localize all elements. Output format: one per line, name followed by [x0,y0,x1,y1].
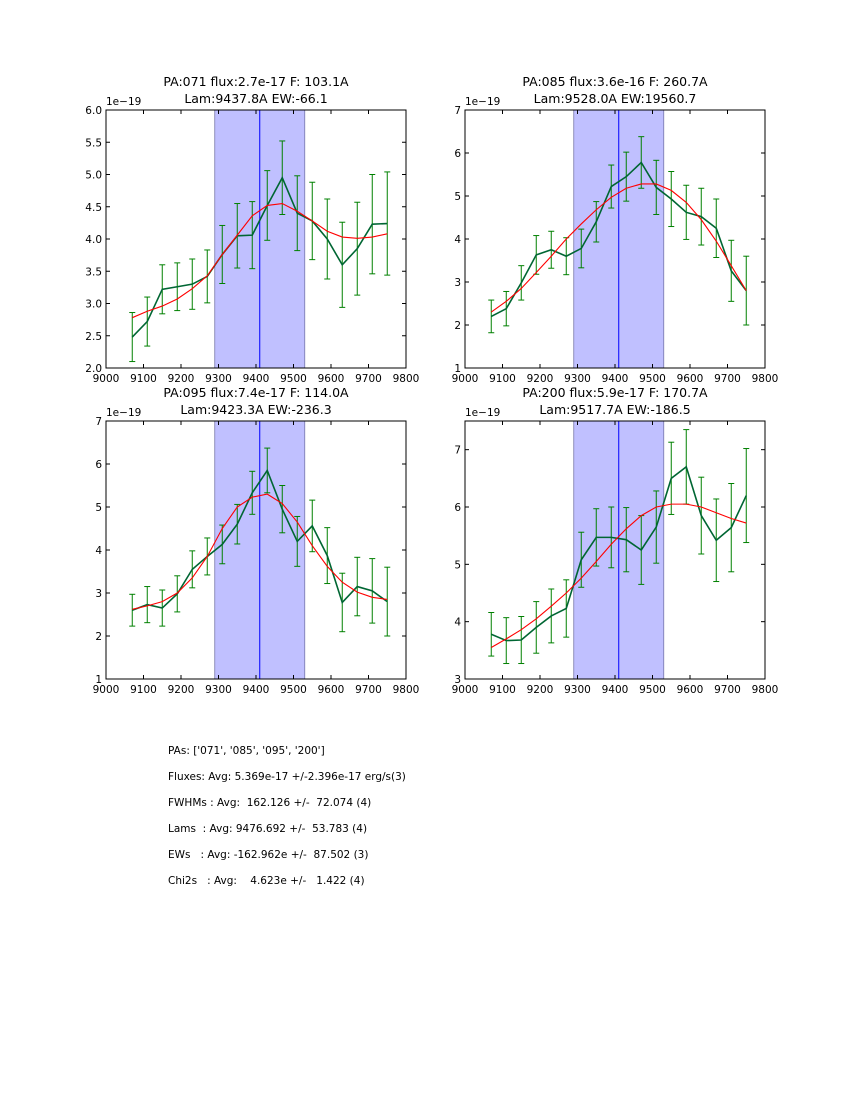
y-tick-label: 3 [454,674,461,686]
x-tick-label: 9700 [714,684,741,696]
y-tick-label: 1 [454,363,461,375]
stats-pas: PAs: ['071', '085', '095', '200'] [168,745,325,757]
x-tick-label: 9100 [130,373,157,385]
x-tick-label: 9500 [639,373,666,385]
subplot-title: Lam:9423.3A EW:-236.3 [180,402,331,417]
x-tick-label: 9500 [280,373,307,385]
y-tick-label: 3 [454,277,461,289]
subplot-title: PA:200 flux:5.9e-17 F: 170.7A [522,385,708,400]
y-tick-label: 5 [454,559,461,571]
subplot-title: PA:071 flux:2.7e-17 F: 103.1A [163,74,349,89]
x-tick-label: 9200 [168,373,195,385]
x-tick-label: 9000 [452,373,479,385]
x-tick-label: 9600 [677,684,704,696]
x-tick-label: 9000 [452,684,479,696]
x-tick-label: 9600 [677,373,704,385]
x-tick-label: 9800 [752,684,779,696]
y-tick-label: 4 [454,234,461,246]
x-tick-label: 9700 [355,373,382,385]
y-tick-label: 7 [454,105,461,117]
y-tick-label: 5.0 [85,170,102,182]
y-offset-label: 1e−19 [465,407,500,419]
subplot-4 [452,385,779,696]
x-tick-label: 9700 [355,684,382,696]
x-tick-label: 9500 [280,684,307,696]
x-tick-label: 9400 [243,684,270,696]
x-tick-label: 9300 [205,373,232,385]
y-offset-label: 1e−19 [465,96,500,108]
x-tick-label: 9700 [714,373,741,385]
y-offset-label: 1e−19 [106,407,141,419]
stats-lams: Lams : Avg: 9476.692 +/- 53.783 (4) [168,823,367,835]
x-tick-label: 9400 [243,373,270,385]
subplot-1 [85,74,419,385]
y-tick-label: 4.5 [85,202,102,214]
x-tick-label: 9800 [393,684,420,696]
x-tick-label: 9200 [168,684,195,696]
stats-ews: EWs : Avg: -162.962e +/- 87.502 (3) [168,849,368,861]
y-tick-label: 2.0 [85,363,102,375]
x-tick-label: 9500 [639,684,666,696]
x-tick-label: 9400 [602,373,629,385]
x-tick-label: 9300 [564,373,591,385]
x-tick-label: 9400 [602,684,629,696]
y-tick-label: 6.0 [85,105,102,117]
y-tick-label: 3.0 [85,299,102,311]
stats-chi2s: Chi2s : Avg: 4.623e +/- 1.422 (4) [168,875,365,887]
y-tick-label: 4 [95,545,102,557]
y-tick-label: 7 [95,416,102,428]
stats-fluxes: Fluxes: Avg: 5.369e-17 +/-2.396e-17 erg/s(3) [168,771,406,783]
x-tick-label: 9200 [527,373,554,385]
x-tick-label: 9800 [393,373,420,385]
x-tick-label: 9800 [752,373,779,385]
y-tick-label: 5 [454,191,461,203]
x-tick-label: 9100 [489,373,516,385]
subplot-title: Lam:9437.8A EW:-66.1 [184,91,327,106]
y-tick-label: 6 [454,502,461,514]
y-tick-label: 4.0 [85,234,102,246]
subplot-2 [452,74,779,385]
y-tick-label: 7 [454,445,461,457]
y-offset-label: 1e−19 [106,96,141,108]
subplot-title: PA:085 flux:3.6e-16 F: 260.7A [522,74,708,89]
subplot-title: Lam:9517.7A EW:-186.5 [539,402,690,417]
subplot-3 [93,385,420,696]
y-tick-label: 4 [454,617,461,629]
y-tick-label: 2.5 [85,331,102,343]
x-tick-label: 9600 [318,373,345,385]
y-tick-label: 6 [95,459,102,471]
x-tick-label: 9200 [527,684,554,696]
x-tick-label: 9100 [489,684,516,696]
x-tick-label: 9300 [564,684,591,696]
stats-fwhms: FWHMs : Avg: 162.126 +/- 72.074 (4) [168,797,371,809]
y-tick-label: 1 [95,674,102,686]
subplot-title: PA:095 flux:7.4e-17 F: 114.0A [163,385,349,400]
y-tick-label: 2 [95,631,102,643]
x-tick-label: 9600 [318,684,345,696]
y-tick-label: 3.5 [85,266,102,278]
y-tick-label: 6 [454,148,461,160]
y-tick-label: 2 [454,320,461,332]
x-tick-label: 9000 [93,373,120,385]
y-tick-label: 5.5 [85,137,102,149]
y-tick-label: 3 [95,588,102,600]
y-tick-label: 5 [95,502,102,514]
subplot-title: Lam:9528.0A EW:19560.7 [534,91,697,106]
x-tick-label: 9000 [93,684,120,696]
x-tick-label: 9300 [205,684,232,696]
x-tick-label: 9100 [130,684,157,696]
